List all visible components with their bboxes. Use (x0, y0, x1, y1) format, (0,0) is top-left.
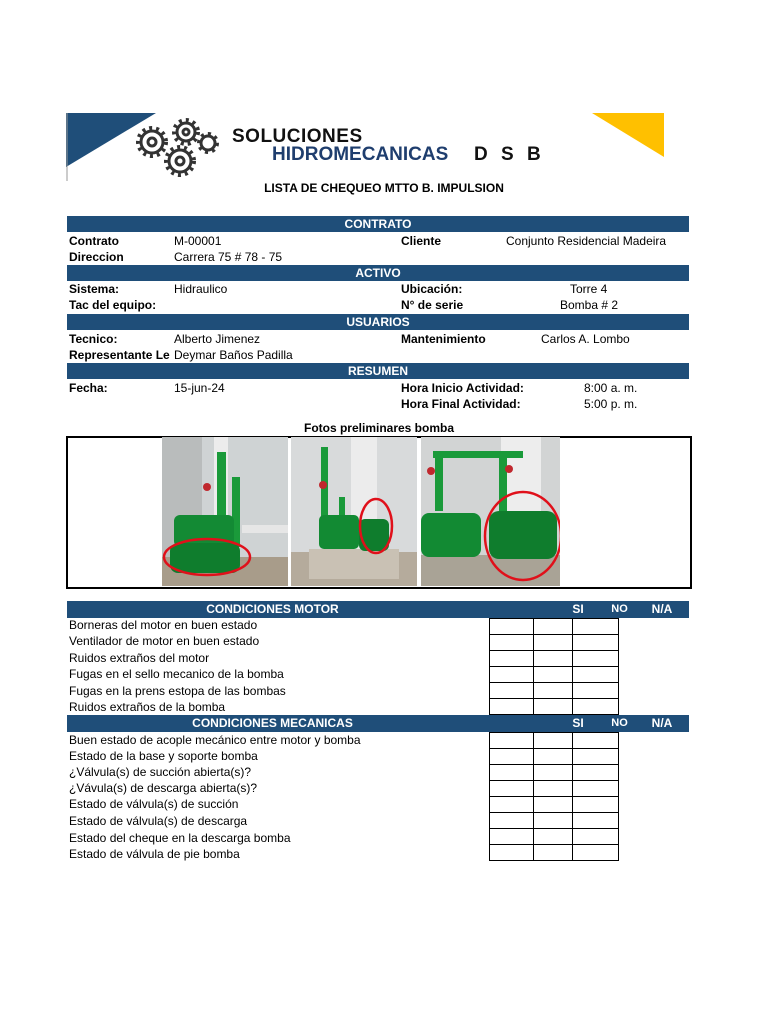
motor-item: Fugas en el sello mecanico de la bomba (69, 667, 284, 681)
motor-col-na: N/A (651, 602, 673, 616)
mecanicas-header-title: CONDICIONES MECANICAS (192, 716, 353, 730)
checkbox-si[interactable] (490, 683, 534, 699)
mecanicas-item: ¿Vávula(s) de descarga abierta(s)? (69, 781, 258, 795)
mecanicas-item: ¿Válvula(s) de succión abierta(s)? (69, 765, 252, 779)
mecanicas-header (67, 715, 689, 732)
checkbox-si[interactable] (490, 733, 534, 749)
checkbox-no[interactable] (534, 749, 573, 765)
checkbox-si[interactable] (490, 619, 534, 635)
checkbox-na[interactable] (573, 619, 619, 635)
checkbox-na[interactable] (573, 845, 619, 861)
sistema-value: Hidraulico (174, 282, 228, 296)
motor-item: Ruidos extraños de la bomba (69, 700, 226, 714)
fecha-value: 15-jun-24 (174, 381, 225, 395)
motor-item: Ruidos extraños del motor (69, 651, 210, 665)
direccion-value: Carrera 75 # 78 - 75 (174, 250, 283, 264)
brand-line-3: D S B (474, 144, 545, 165)
document-title: LISTA DE CHEQUEO MTTO B. IMPULSION (264, 181, 504, 195)
representante-value: Deymar Baños Padilla (174, 348, 293, 362)
checkbox-na[interactable] (573, 765, 619, 781)
checkbox-si[interactable] (490, 635, 534, 651)
checkbox-no[interactable] (534, 683, 573, 699)
checkbox-na[interactable] (573, 651, 619, 667)
ubicacion-label: Ubicación: (401, 282, 463, 296)
ubicacion-value: Torre 4 (570, 282, 608, 296)
mecanicas-col-si: SI (572, 716, 584, 730)
logo-yellow-triangle (592, 113, 664, 159)
checkbox-si[interactable] (490, 749, 534, 765)
checkbox-na[interactable] (573, 829, 619, 845)
hora-inicio-label: Hora Inicio Actividad: (401, 381, 524, 395)
checkbox-si[interactable] (490, 813, 534, 829)
pump-photo-3 (421, 437, 560, 586)
representante-label: Representante Le (69, 348, 170, 362)
motor-col-no: NO (611, 603, 628, 615)
checkbox-no[interactable] (534, 635, 573, 651)
checkbox-si[interactable] (490, 797, 534, 813)
checkbox-no[interactable] (534, 813, 573, 829)
photos-title: Fotos preliminares bomba (303, 421, 455, 435)
motor-header-title: CONDICIONES MOTOR (206, 602, 339, 616)
mecanicas-checkbox-grid (489, 732, 619, 861)
hora-final-value: 5:00 p. m. (584, 397, 638, 411)
pump-photo-2 (291, 437, 417, 586)
tecnico-label: Tecnico: (69, 332, 118, 346)
checkbox-si[interactable] (490, 651, 534, 667)
motor-checkbox-grid (489, 618, 619, 715)
mecanicas-item: Estado del cheque en la descarga bomba (69, 831, 291, 845)
checkbox-no[interactable] (534, 733, 573, 749)
checkbox-si[interactable] (490, 829, 534, 845)
contrato-value: M-00001 (174, 234, 222, 248)
checkbox-na[interactable] (573, 683, 619, 699)
gears-icon (130, 115, 220, 181)
checkbox-no[interactable] (534, 651, 573, 667)
section-usuarios: USUARIOS (67, 314, 689, 330)
serie-label: N° de serie (401, 298, 464, 312)
motor-item: Borneras del motor en buen estado (69, 618, 258, 632)
section-contrato: CONTRATO (67, 216, 689, 232)
serie-value: Bomba # 2 (560, 298, 619, 312)
checkbox-no[interactable] (534, 829, 573, 845)
hora-inicio-value: 8:00 a. m. (584, 381, 638, 395)
fecha-label: Fecha: (69, 381, 108, 395)
direccion-label: Direccion (69, 250, 124, 264)
pump-photo-1 (162, 437, 288, 586)
tac-label: Tac del equipo: (69, 298, 157, 312)
mantenimiento-label: Mantenimiento (401, 332, 486, 346)
motor-header (67, 601, 689, 618)
hora-final-label: Hora Final Actividad: (401, 397, 521, 411)
checkbox-si[interactable] (490, 845, 534, 861)
motor-item: Ventilador de motor en buen estado (69, 634, 260, 648)
checkbox-no[interactable] (534, 781, 573, 797)
mecanicas-item: Estado de válvula de pie bomba (69, 847, 240, 861)
checkbox-no[interactable] (534, 619, 573, 635)
checkbox-no[interactable] (534, 667, 573, 683)
mantenimiento-value: Carlos A. Lombo (541, 332, 630, 346)
checkbox-si[interactable] (490, 699, 534, 715)
cliente-value: Conjunto Residencial Madeira (506, 234, 667, 248)
checkbox-si[interactable] (490, 781, 534, 797)
checkbox-na[interactable] (573, 699, 619, 715)
brand-line-1: SOLUCIONES (232, 126, 363, 147)
section-activo: ACTIVO (67, 265, 689, 281)
checkbox-na[interactable] (573, 733, 619, 749)
sistema-label: Sistema: (69, 282, 120, 296)
checkbox-no[interactable] (534, 699, 573, 715)
tecnico-value: Alberto Jimenez (174, 332, 261, 346)
mecanicas-item: Buen estado de acople mecánico entre motor y bomba (69, 733, 361, 747)
checkbox-na[interactable] (573, 667, 619, 683)
mecanicas-col-na: N/A (651, 716, 673, 730)
mecanicas-item: Estado de la base y soporte bomba (69, 749, 258, 763)
cliente-label: Cliente (401, 234, 442, 248)
section-resumen: RESUMEN (67, 363, 689, 379)
checkbox-na[interactable] (573, 749, 619, 765)
checkbox-na[interactable] (573, 813, 619, 829)
checkbox-na[interactable] (573, 781, 619, 797)
contrato-label: Contrato (69, 234, 119, 248)
checkbox-no[interactable] (534, 845, 573, 861)
mecanicas-col-no: NO (611, 717, 628, 729)
checkbox-na[interactable] (573, 797, 619, 813)
checkbox-no[interactable] (534, 765, 573, 781)
mecanicas-item: Estado de válvula(s) de succión (69, 797, 239, 811)
checkbox-si[interactable] (490, 667, 534, 683)
mecanicas-item: Estado de válvula(s) de descarga (69, 814, 248, 828)
checkbox-si[interactable] (490, 765, 534, 781)
brand-line-2: HIDROMECANICAS (272, 144, 449, 165)
checkbox-na[interactable] (573, 635, 619, 651)
motor-col-si: SI (572, 602, 584, 616)
motor-item: Fugas en la prens estopa de las bombas (69, 684, 286, 698)
checkbox-no[interactable] (534, 797, 573, 813)
